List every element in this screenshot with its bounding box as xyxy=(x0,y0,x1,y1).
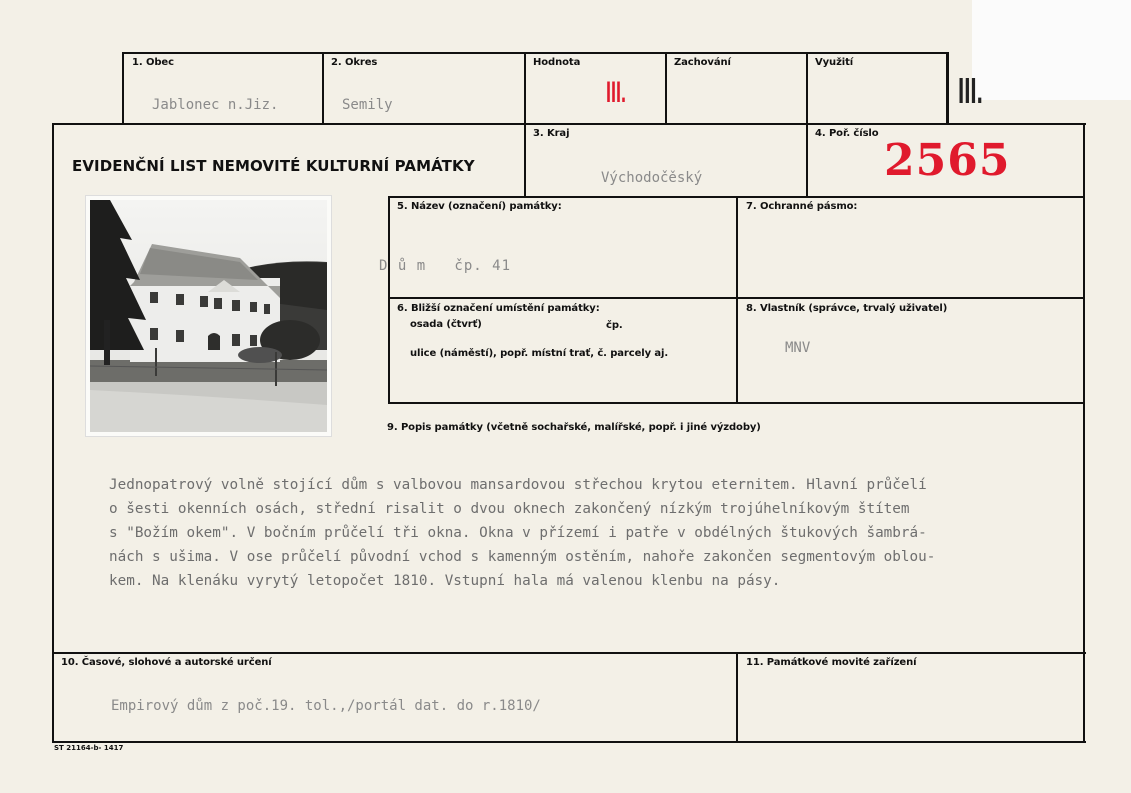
hodnota-label: Hodnota xyxy=(533,57,581,68)
vlastnik-value: MNV xyxy=(785,340,811,356)
rule xyxy=(122,52,948,54)
rule xyxy=(665,52,667,124)
monument-photo xyxy=(86,196,331,436)
cp-label: čp. xyxy=(606,320,623,331)
casove-urceni-value: Empirový dům z poč.19. tol.,/portál dat. do r.1810/ xyxy=(111,698,541,714)
rule xyxy=(52,123,54,743)
print-code: ST 21164-b- 1417 xyxy=(54,744,124,752)
popis-text xyxy=(109,473,1069,593)
okres-label: 2. Okres xyxy=(331,57,378,68)
nazev-value: D ů m čp. 41 xyxy=(379,258,512,274)
obec-label: 1. Obec xyxy=(132,57,174,68)
popis-line: Jednopatrový volně stojící dům s valbovou mansardovou střechou krytou eternitem. Hlavní průčelí xyxy=(109,477,927,493)
rule xyxy=(52,652,1086,654)
popis-line: s "Božím okem". V bočním průčelí tři okna. Okna v přízemí i patře v obdélných štukových šambrá- xyxy=(109,525,927,541)
rule xyxy=(736,652,738,742)
umisteni-label: 6. Bližší označení umístění památky: xyxy=(397,303,600,314)
ulice-label: ulice (náměstí), popř. místní trať, č. parcely aj. xyxy=(410,348,669,359)
osada-label: osada (čtvrť) xyxy=(410,319,482,330)
kraj-label: 3. Kraj xyxy=(533,128,570,139)
rule xyxy=(1083,123,1085,743)
rule xyxy=(946,52,949,124)
okres-value: Semily xyxy=(342,97,393,113)
rule xyxy=(388,297,1085,299)
rule xyxy=(122,52,124,124)
kraj-value: Východočěský xyxy=(601,170,703,186)
popis-line: nách s ušima. V ose průčelí původní vchod s kamenným ostěním, nahoře zakončen segmentovým oblou- xyxy=(109,549,936,565)
popis-line: kem. Na klenáku vyrytý letopočet 1810. Vstupní hala má valenou klenbu na pásy. xyxy=(109,573,781,589)
popis-label: 9. Popis památky (včetně sochařské, malířské, popř. i jiné výzdoby) xyxy=(387,422,761,433)
nazev-label: 5. Název (označení) památky: xyxy=(397,201,562,212)
ochranne-pasmo-label: 7. Ochranné pásmo: xyxy=(746,201,858,212)
torn-corner xyxy=(972,0,1131,100)
rule xyxy=(322,52,324,124)
por-cislo-stamp: 2565 xyxy=(884,135,1011,186)
house-photo-icon xyxy=(90,200,327,432)
obec-value: Jablonec n.Jiz. xyxy=(152,97,279,113)
rule xyxy=(388,402,1085,404)
popis-line: o šesti okenních osách, střední risalit o dvou oknech zakončený nízkým trojúhelníkovým štítem xyxy=(109,501,910,517)
form-title: EVIDENČNÍ LIST NEMOVITÉ KULTURNÍ PAMÁTKY xyxy=(72,157,475,175)
rule xyxy=(388,196,390,403)
movite-zarizeni-label: 11. Památkové movité zařízení xyxy=(746,657,917,668)
vyuziti-label: Využití xyxy=(815,57,854,68)
rule xyxy=(52,123,1086,125)
por-cislo-label: 4. Poř. číslo xyxy=(815,128,879,139)
vlastnik-label: 8. Vlastník (správce, trvalý uživatel) xyxy=(746,303,948,314)
zachovani-label: Zachování xyxy=(674,57,731,68)
rule xyxy=(736,196,738,403)
hodnota-stamp: III. xyxy=(606,76,627,109)
casove-urceni-label: 10. Časové, slohové a autorské určení xyxy=(61,657,272,668)
category-mark: III. xyxy=(958,70,983,111)
rule xyxy=(52,741,1086,743)
